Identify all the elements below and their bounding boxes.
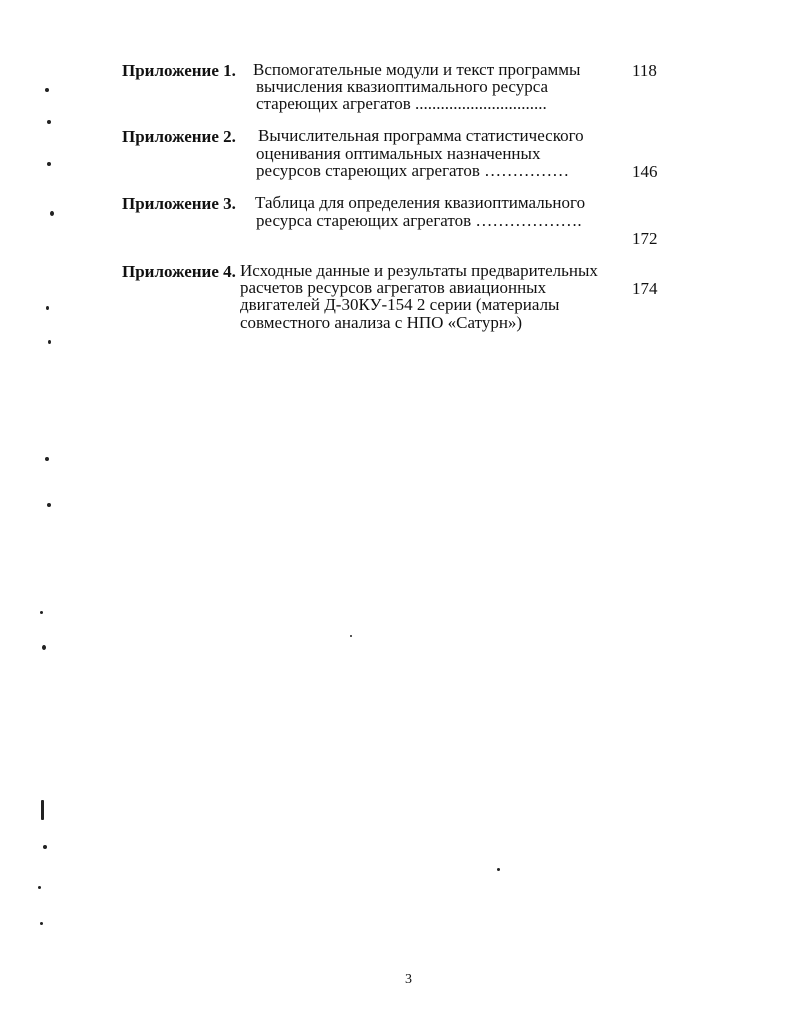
footer-page-number: 3 — [405, 972, 412, 987]
scan-speck — [48, 340, 51, 344]
appendix-title-line: ресурса стареющих агрегатов ………………. — [256, 211, 582, 230]
appendix-title-line: совместного анализа с НПО «Сатурн») — [240, 313, 523, 332]
appendix-title-line: стареющих агрегатов ............................... — [256, 94, 547, 113]
scan-speck — [47, 162, 51, 166]
page-number: 174 — [632, 279, 658, 298]
appendix-title-line: вычисления квазиоптимального ресурса — [256, 77, 549, 96]
scan-speck — [47, 120, 51, 124]
appendix-label: Приложение 1. — [122, 61, 236, 80]
appendix-title-line: Исходные данные и результаты предварительных — [240, 261, 598, 280]
scan-speck — [50, 211, 54, 216]
appendix-title-line: ресурсов стареющих агрегатов …………… — [256, 161, 570, 180]
scan-speck — [45, 88, 49, 92]
appendix-title-line: расчетов ресурсов агрегатов авиационных — [240, 278, 547, 297]
appendix-label: Приложение 4. — [122, 262, 236, 281]
page-number: 146 — [632, 162, 658, 181]
scan-speck — [41, 800, 44, 820]
appendix-title-line: Вспомогательные модули и текст программы — [253, 60, 581, 79]
appendix-label: Приложение 2. — [122, 127, 236, 146]
appendix-title-line: Таблица для определения квазиоптимального — [255, 193, 586, 212]
scan-speck — [350, 635, 352, 637]
scan-speck — [46, 306, 49, 310]
scan-speck — [43, 845, 47, 849]
scan-speck — [47, 503, 51, 507]
scan-speck — [40, 922, 43, 925]
page-number: 118 — [632, 61, 657, 80]
page-number: 172 — [632, 229, 658, 248]
scan-speck — [45, 457, 49, 461]
scan-speck — [42, 645, 46, 650]
appendix-title-line: двигателей Д-30КУ-154 2 серии (материалы — [240, 295, 560, 314]
appendix-label: Приложение 3. — [122, 194, 236, 213]
appendix-title-line: оценивания оптимальных назначенных — [256, 144, 541, 163]
scan-speck — [497, 868, 500, 871]
appendix-title-line: Вычислительная программа статистического — [258, 126, 584, 145]
scan-speck — [38, 886, 41, 889]
scan-speck — [40, 611, 43, 614]
